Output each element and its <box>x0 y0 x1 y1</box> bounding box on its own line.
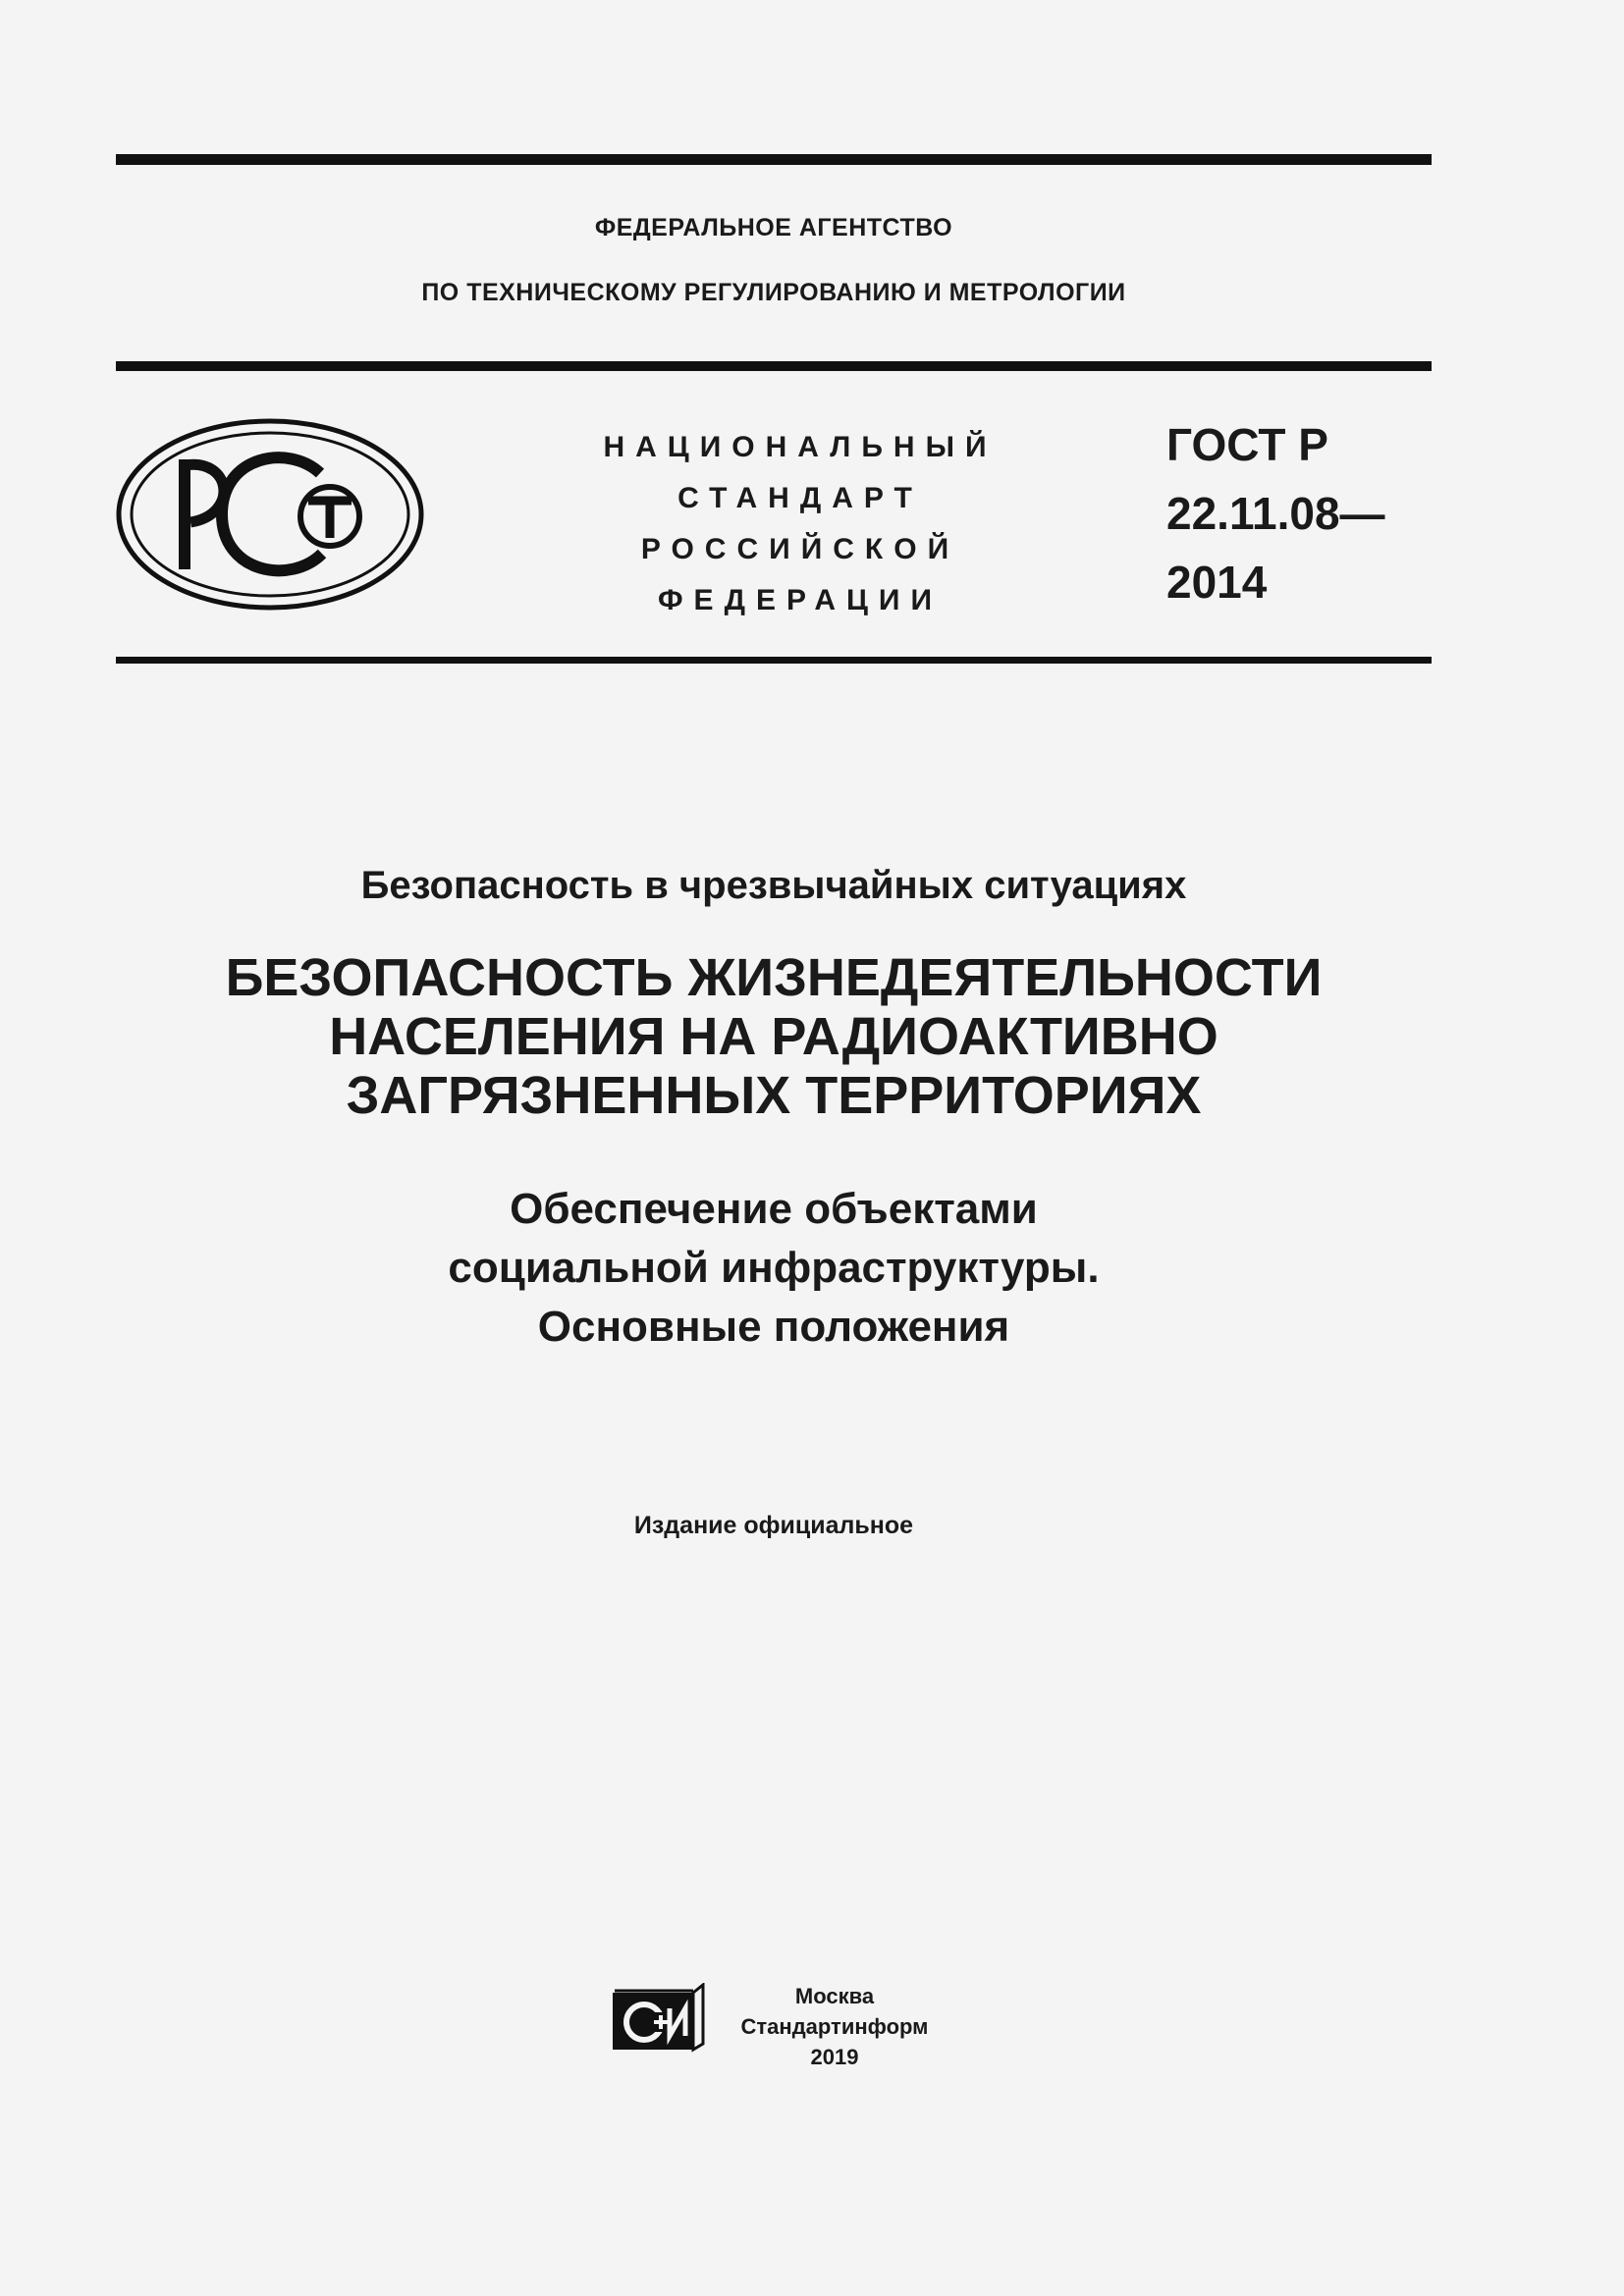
agency-name-line-1: ФЕДЕРАЛЬНОЕ АГЕНТСТВО <box>594 214 953 241</box>
agency-name-line-2: ПО ТЕХНИЧЕСКОМУ РЕГУЛИРОВАНИЮ И МЕТРОЛОГИИ <box>421 279 1126 306</box>
rst-logo-icon <box>114 416 426 613</box>
publisher-city: Москва <box>794 1984 875 2008</box>
sub-title-line-2: социальной инфраструктуры. <box>448 1244 1100 1292</box>
standartinform-logo-icon <box>611 1983 705 2054</box>
gost-line-3: 2014 <box>1166 557 1268 608</box>
national-line-4: ФЕДЕРАЦИИ <box>657 584 944 616</box>
middle-rule <box>116 361 1432 371</box>
gost-line-1: ГОСТ Р <box>1166 419 1328 470</box>
publisher-year: 2019 <box>810 2045 859 2069</box>
main-title-line-1: БЕЗОПАСНОСТЬ ЖИЗНЕДЕЯТЕЛЬНОСТИ <box>225 948 1323 1007</box>
bottom-rule <box>116 657 1432 664</box>
main-title <box>116 948 1432 1125</box>
gost-number <box>1166 410 1385 616</box>
top-rule <box>116 154 1432 165</box>
publisher-name: Стандартинформ <box>740 2014 929 2039</box>
sub-title-line-3: Основные положения <box>537 1303 1010 1351</box>
main-title-line-2: НАСЕЛЕНИЯ НА РАДИОАКТИВНО <box>329 1007 1218 1066</box>
national-standard-label <box>579 422 1021 626</box>
gost-line-2: 22.11.08— <box>1166 488 1385 539</box>
national-line-3: РОССИЙСКОЙ <box>640 533 960 565</box>
publisher-block <box>707 1981 962 2072</box>
edition-label: Издание официальное <box>633 1512 914 1539</box>
sub-title-line-1: Обеспечение объектами <box>510 1185 1038 1233</box>
main-title-line-3: ЗАГРЯЗНЕННЫХ ТЕРРИТОРИЯХ <box>346 1066 1202 1125</box>
sub-title <box>116 1180 1432 1357</box>
series-title: Безопасность в чрезвычайных ситуациях <box>360 864 1187 907</box>
national-line-1: НАЦИОНАЛЬНЫЙ <box>603 431 998 463</box>
national-line-2: СТАНДАРТ <box>677 482 923 514</box>
